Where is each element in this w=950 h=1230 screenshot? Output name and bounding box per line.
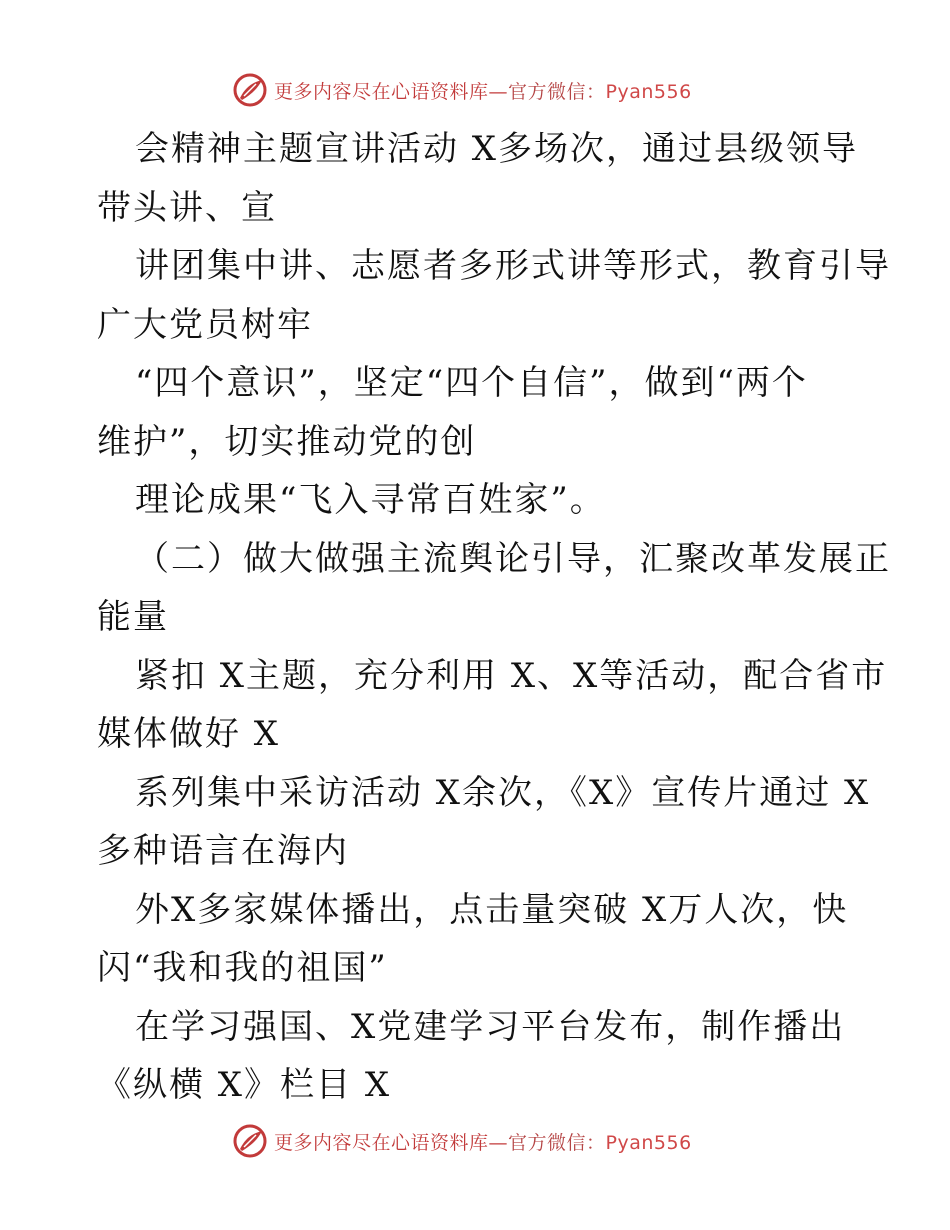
text-line: “四个意识”，坚定“四个自信”，做到“两个 (135, 363, 808, 403)
text-line: 紧扣 X主题，充分利用 X、X等活动，配合省市 (135, 655, 888, 696)
leaf-pen-logo-icon (232, 72, 268, 108)
text-line: 讲团集中讲、志愿者多形式讲等形式，教育引导 (135, 246, 891, 286)
watermark-account: Pyan556 (605, 1131, 692, 1154)
watermark-account: Pyan556 (605, 80, 692, 103)
text-line: 多种语言在海内 (97, 831, 349, 871)
watermark-label: 官方微信： (508, 1131, 606, 1154)
watermark-banner-top (232, 70, 732, 110)
watermark-label: 官方微信： (508, 80, 606, 103)
text-line: 媒体做好 X (97, 714, 281, 754)
document-body (97, 120, 891, 1115)
text-line: 《纵横 X》栏目 X (97, 1065, 392, 1105)
text-line: 会精神主题宣讲活动 X多场次，通过县级领导 (135, 129, 859, 169)
watermark-main-text: 更多内容尽在心语资料库 (274, 80, 489, 103)
text-line: 理论成果“飞入寻常百姓家”。 (135, 480, 606, 520)
text-line: 系列集中采访活动 X余次，《X》宣传片通过 X (135, 772, 871, 813)
watermark-separator: — (488, 1131, 509, 1154)
text-line: 闪“我和我的祖国” (97, 948, 388, 988)
watermark-banner-bottom (232, 1121, 732, 1161)
section-heading: （二）做大做强主流舆论引导，汇聚改革发展正 (135, 538, 891, 579)
text-line: 外X多家媒体播出，点击量突破 X万人次，快 (135, 889, 849, 930)
watermark-main-text: 更多内容尽在心语资料库 (274, 1131, 489, 1154)
text-line: 维护”，切实推动党的创 (97, 421, 477, 462)
text-line: 广大党员树牢 (97, 304, 313, 345)
watermark-text (274, 1128, 692, 1155)
watermark-text (274, 77, 692, 104)
text-line: 在学习强国、X党建学习平台发布，制作播出 (135, 1006, 846, 1047)
leaf-pen-logo-icon (232, 1123, 268, 1159)
text-line: 能量 (97, 597, 169, 637)
text-line: 带头讲、宣 (97, 187, 277, 228)
watermark-separator: — (488, 80, 509, 103)
